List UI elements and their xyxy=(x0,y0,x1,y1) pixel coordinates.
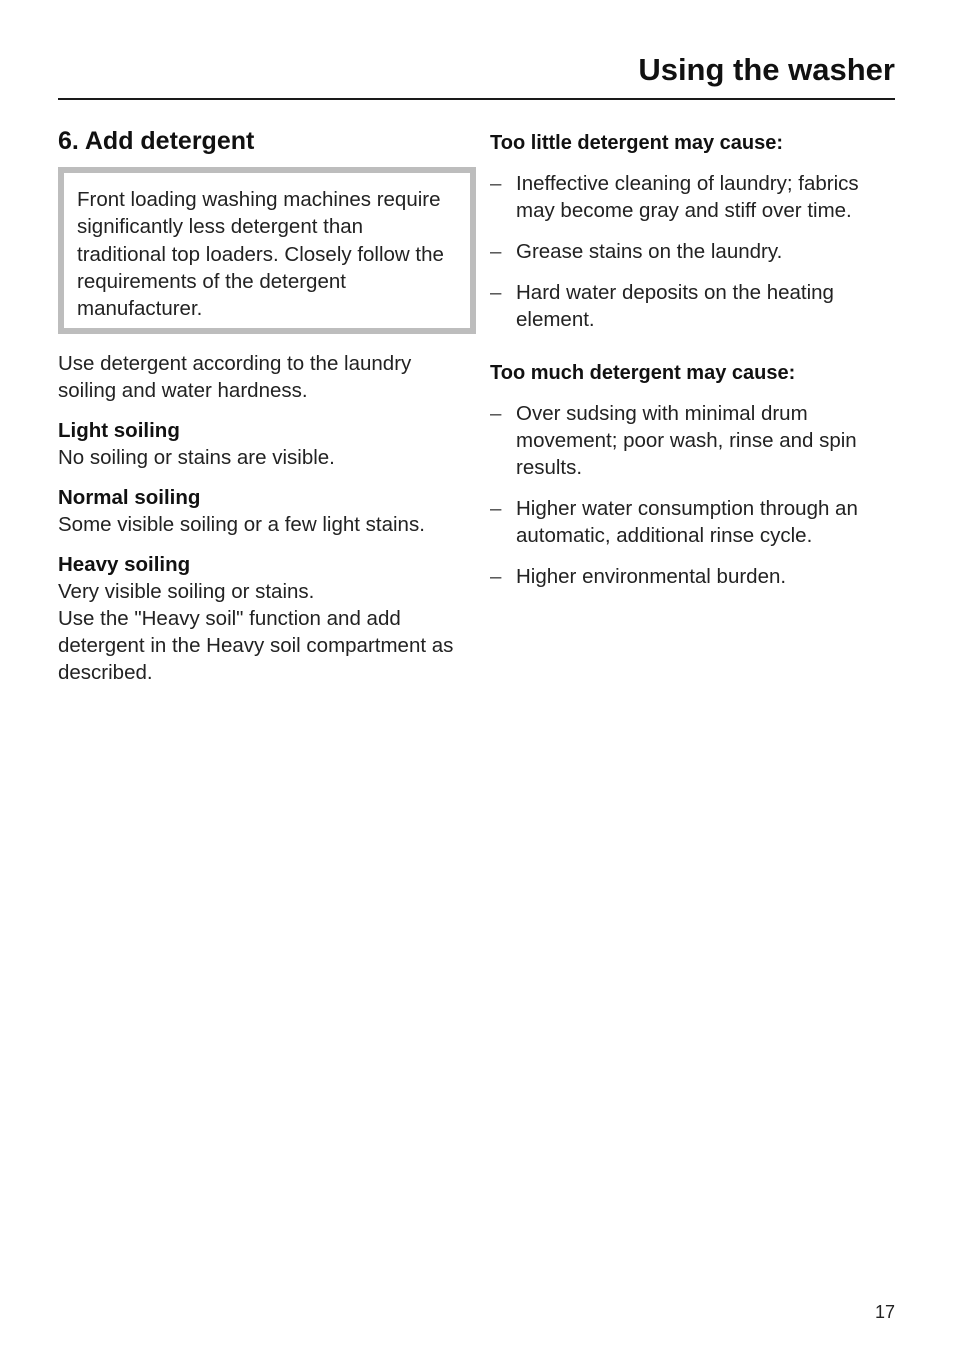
soiling-text-heavy: Very visible soiling or stains. xyxy=(58,580,315,604)
page-header-title: Using the washer xyxy=(638,52,895,87)
dash-bullet: – xyxy=(490,497,502,520)
dash-bullet: – xyxy=(490,565,502,588)
too-much-list xyxy=(490,400,895,590)
notice-box xyxy=(58,167,476,334)
list-item-text: Grease stains on the laundry. xyxy=(516,240,783,263)
soiling-heading-light: Light soiling xyxy=(58,419,180,443)
dash-bullet: – xyxy=(490,281,502,304)
notice-text: Front loading washing machines require significantly less detergent than traditional top loaders. Closely follow the requirements of the detergent manufacturer. xyxy=(77,188,444,321)
soiling-text-heavy-instruction: Use the "Heavy soil" function and add detergent in the Heavy soil compartment as described. xyxy=(58,607,454,685)
header-divider xyxy=(58,98,895,100)
left-column xyxy=(58,124,468,686)
intro-paragraph: Use detergent according to the laundry soiling and water hardness. xyxy=(58,352,412,403)
page-number: 17 xyxy=(874,1302,895,1322)
list-item-text: Hard water deposits on the heating element. xyxy=(516,281,834,331)
soiling-block-light xyxy=(58,417,468,471)
dash-bullet: – xyxy=(490,402,502,425)
list-item-text: Ineffective cleaning of laundry; fabrics may become gray and stiff over time. xyxy=(516,172,859,222)
dash-bullet: – xyxy=(490,172,502,195)
soiling-text-normal: Some visible soiling or a few light stains. xyxy=(58,513,425,537)
soiling-block-normal xyxy=(58,484,468,538)
soiling-heading-heavy: Heavy soiling xyxy=(58,553,191,577)
soiling-heading-normal: Normal soiling xyxy=(58,486,201,510)
list-item xyxy=(490,400,895,481)
too-little-list xyxy=(490,170,895,333)
soiling-text-light: No soiling or stains are visible. xyxy=(58,446,335,470)
right-column xyxy=(490,130,895,590)
list-item-text: Higher environmental burden. xyxy=(516,565,787,588)
list-item-text: Higher water consumption through an automatic, additional rinse cycle. xyxy=(516,497,858,547)
list-item xyxy=(490,495,895,549)
too-much-heading: Too much detergent may cause: xyxy=(490,362,796,384)
list-item-text: Over sudsing with minimal drum movement; poor wash, rinse and spin results. xyxy=(516,402,857,479)
list-item xyxy=(490,563,895,590)
soiling-block-heavy xyxy=(58,551,468,686)
too-little-heading: Too little detergent may cause: xyxy=(490,132,784,154)
list-item xyxy=(490,170,895,224)
list-item xyxy=(490,279,895,333)
list-item xyxy=(490,238,895,265)
dash-bullet: – xyxy=(490,240,502,263)
section-title: 6. Add detergent xyxy=(58,127,255,155)
